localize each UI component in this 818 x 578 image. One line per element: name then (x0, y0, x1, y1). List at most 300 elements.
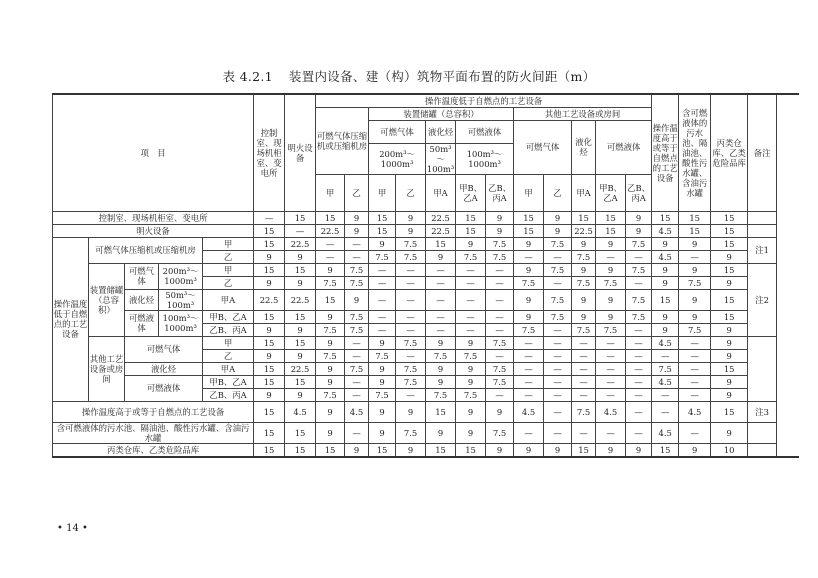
cell: 9 (426, 362, 456, 375)
cell: — (679, 336, 711, 349)
cell: 7.5 (572, 250, 596, 263)
class-label: 乙B、丙A (203, 323, 254, 336)
cell: — (679, 349, 711, 362)
table-row (53, 310, 799, 323)
cell: 9 (679, 289, 711, 310)
cell: 4.5 (652, 336, 679, 349)
cell: 9 (316, 422, 345, 443)
cell: 9 (544, 211, 572, 224)
cell: 15 (285, 263, 316, 276)
cell: 7.5 (345, 362, 369, 375)
cell: 9 (316, 375, 345, 388)
cell: 15 (596, 211, 626, 224)
fire-distance-table (52, 93, 799, 458)
header-tank-lpg: 液化烃 (426, 120, 456, 143)
class-label: 甲A (203, 289, 254, 310)
cell: 9 (711, 422, 748, 443)
cell: 15 (254, 263, 285, 276)
cell: 9 (254, 250, 285, 263)
header-tank-gas: 可燃气体 (369, 120, 426, 143)
cell: 9 (596, 443, 626, 457)
cell: — (285, 224, 316, 237)
header-sub-class: 乙 (396, 174, 426, 211)
cell: 15 (596, 224, 626, 237)
cell: 4.5 (345, 401, 369, 422)
cell: — (486, 349, 514, 362)
cell: 9 (316, 310, 345, 323)
cell: — (544, 422, 572, 443)
cell: — (396, 349, 426, 362)
cell: 9 (711, 388, 748, 401)
table-row (53, 263, 799, 276)
cell: — (626, 401, 652, 422)
cell: 7.5 (486, 362, 514, 375)
cell: — (396, 289, 426, 310)
cell: 7.5 (544, 237, 572, 250)
cell: — (544, 349, 572, 362)
header-other-gas: 可燃气体 (514, 120, 572, 174)
header-control-room: 控制室、现场机柜室、变电所 (254, 94, 285, 211)
cell: 9 (652, 263, 679, 276)
cell: 15 (285, 422, 316, 443)
cell: — (679, 362, 711, 375)
cell: 9 (316, 401, 345, 422)
cell: 15 (456, 443, 486, 457)
cell: — (572, 375, 596, 388)
cell: — (369, 289, 396, 310)
cell: 7.5 (345, 263, 369, 276)
cell: 15 (254, 422, 285, 443)
cell: 15 (254, 224, 285, 237)
cell: 7.5 (679, 276, 711, 289)
cell: 9 (711, 336, 748, 349)
cell: 7.5 (544, 310, 572, 323)
cell: — (345, 349, 369, 362)
cell: 9 (456, 375, 486, 388)
cell: 9 (679, 443, 711, 457)
cell: — (486, 310, 514, 323)
cell: 7.5 (369, 349, 396, 362)
header-tank-gas-volume: 200m³～1000m³ (369, 143, 426, 174)
class-label: 甲A (203, 362, 254, 375)
header-other-lpg: 液化烃 (572, 120, 596, 174)
cell: 15 (711, 362, 748, 375)
header-tank-liquid-volume: 100m³～1000m³ (456, 143, 514, 174)
cell: 9 (456, 401, 486, 422)
cell: 9 (369, 336, 396, 349)
header-high-temp: 操作温度高于或等于自燃点的工艺设备 (652, 94, 679, 211)
cell: 7.5 (626, 289, 652, 310)
medium-label: 可燃气体 (125, 336, 203, 362)
cell: 9 (514, 443, 544, 457)
cell: — (369, 276, 396, 289)
cell: 15 (426, 401, 456, 422)
cell: 9 (456, 237, 486, 250)
cell: 9 (396, 401, 426, 422)
cell: 7.5 (369, 250, 396, 263)
class-label: 甲 (203, 263, 254, 276)
cell: 15 (316, 443, 345, 457)
cell: 15 (254, 362, 285, 375)
cell: 9 (396, 443, 426, 457)
class-label: 乙 (203, 349, 254, 362)
class-label: 乙 (203, 250, 254, 263)
cell: 9 (369, 362, 396, 375)
cell: 7.5 (456, 349, 486, 362)
cell: 9 (285, 250, 316, 263)
cell: 15 (456, 224, 486, 237)
table-row (53, 289, 799, 310)
cell: 7.5 (456, 388, 486, 401)
cell: 9 (456, 362, 486, 375)
cell: 15 (254, 310, 285, 323)
cell: 9 (679, 310, 711, 323)
cell: 15 (711, 224, 748, 237)
table-row (53, 375, 799, 388)
cell: 7.5 (596, 323, 626, 336)
cell: 9 (572, 310, 596, 323)
cell: 9 (426, 336, 456, 349)
cell: 22.5 (285, 289, 316, 310)
header-sub-class: 甲 (514, 174, 544, 211)
row-note: 注1 (748, 237, 777, 263)
cell: — (544, 388, 572, 401)
cell: 9 (514, 263, 544, 276)
cell: 9 (345, 211, 369, 224)
cell: 7.5 (572, 401, 596, 422)
cell: 15 (426, 237, 456, 250)
cell: 9 (711, 250, 748, 263)
row-label: 丙类仓库、乙类危险品库 (53, 443, 254, 457)
cell: 9 (285, 388, 316, 401)
cell: 15 (316, 211, 345, 224)
cell: — (679, 388, 711, 401)
cell: — (679, 250, 711, 263)
header-sub-class: 甲A (426, 174, 456, 211)
cell: — (679, 375, 711, 388)
class-label: 甲B、乙A (203, 375, 254, 388)
cell: 7.5 (345, 323, 369, 336)
cell: 15 (711, 401, 748, 422)
cell: 15 (514, 211, 544, 224)
cell: 15 (652, 211, 679, 224)
header-sub-class: 甲 (369, 174, 396, 211)
volume-label: 200m³～1000m³ (159, 263, 203, 289)
cell: 7.5 (456, 250, 486, 263)
cell: 15 (679, 211, 711, 224)
cell: — (514, 422, 544, 443)
cell: — (345, 422, 369, 443)
header-sub-class: 乙B、丙A (486, 174, 514, 211)
cell: — (572, 422, 596, 443)
header-sub-class: 乙 (544, 174, 572, 211)
cell: 15 (254, 443, 285, 457)
cell: 15 (456, 211, 486, 224)
cell: 9 (679, 237, 711, 250)
volume-label: 100m³～1000m³ (159, 310, 203, 336)
medium-label: 液化烃 (125, 362, 203, 375)
cell: 4.5 (679, 401, 711, 422)
cell: 9 (572, 237, 596, 250)
cell: 4.5 (652, 422, 679, 443)
cell: — (679, 422, 711, 443)
class-label: 甲 (203, 237, 254, 250)
cell: 9 (285, 349, 316, 362)
cell: — (544, 336, 572, 349)
cell: 7.5 (572, 276, 596, 289)
cell: — (596, 336, 626, 349)
header-tank-lpg-volume: 50m³～100m³ (426, 143, 455, 174)
cell: — (316, 250, 345, 263)
cell: 22.5 (254, 289, 285, 310)
header-other-group: 其他工艺设备或房间 (514, 107, 652, 120)
cell: — (626, 276, 652, 289)
cell: 9 (369, 422, 396, 443)
cell: 9 (596, 310, 626, 323)
cell: 7.5 (316, 349, 345, 362)
cell: — (514, 375, 544, 388)
cell: 9 (711, 323, 748, 336)
cell: 7.5 (486, 237, 514, 250)
cell: 7.5 (345, 310, 369, 323)
cell: 7.5 (396, 250, 426, 263)
cell: 7.5 (316, 323, 345, 336)
cell: 7.5 (626, 310, 652, 323)
cell: 9 (285, 276, 316, 289)
cell: — (426, 276, 456, 289)
table-row (53, 237, 799, 250)
cell: 7.5 (514, 323, 544, 336)
cell: 9 (544, 443, 572, 457)
cell: 9 (254, 349, 285, 362)
cell: 9 (596, 237, 626, 250)
row-note: 注3 (748, 401, 777, 422)
cell: — (345, 375, 369, 388)
cell: 15 (711, 263, 748, 276)
cell: — (626, 422, 652, 443)
cell: 15 (285, 336, 316, 349)
cell: 9 (316, 362, 345, 375)
cell: 7.5 (345, 276, 369, 289)
medium-label: 可燃液体 (125, 375, 203, 401)
header-compressor: 可燃气体压缩机或压缩机房 (316, 107, 369, 174)
volume-label: 50m³～100m³ (159, 289, 203, 310)
cell: 9 (711, 276, 748, 289)
cell: 7.5 (596, 276, 626, 289)
cell: — (544, 362, 572, 375)
cell: 9 (426, 375, 456, 388)
cell: 7.5 (396, 362, 426, 375)
cell: — (369, 310, 396, 323)
cell: 9 (626, 211, 652, 224)
cell: 9 (572, 263, 596, 276)
group-label: 操作温度低于自燃点的工艺设备 (53, 237, 89, 401)
table-row (53, 336, 799, 349)
cell: 9 (486, 211, 514, 224)
cell: 7.5 (486, 250, 514, 263)
class-label: 乙B、丙A (203, 388, 254, 401)
cell: 9 (652, 323, 679, 336)
cell: — (254, 211, 285, 224)
cell: — (514, 388, 544, 401)
cell: 7.5 (626, 237, 652, 250)
cell: 9 (626, 224, 652, 237)
cell: — (596, 362, 626, 375)
cell: — (514, 362, 544, 375)
cell: 9 (711, 375, 748, 388)
cell: 9 (596, 263, 626, 276)
cell: 7.5 (486, 336, 514, 349)
cell: 9 (254, 323, 285, 336)
cell: 15 (316, 289, 345, 310)
cell: — (572, 388, 596, 401)
class-label: 甲 (203, 336, 254, 349)
cell: 9 (254, 276, 285, 289)
cell: 15 (426, 443, 456, 457)
cell: 9 (396, 224, 426, 237)
cell: 7.5 (426, 349, 456, 362)
cell: — (369, 263, 396, 276)
cell: — (396, 263, 426, 276)
cell: — (652, 401, 679, 422)
cell: 15 (369, 211, 396, 224)
cell: 7.5 (486, 375, 514, 388)
subgroup-label: 其他工艺设备或房间 (89, 336, 125, 401)
cell: 22.5 (285, 237, 316, 250)
header-tank-liquid: 可燃液体 (456, 120, 514, 143)
cell: 15 (572, 211, 596, 224)
cell: — (396, 388, 426, 401)
cell: — (456, 289, 486, 310)
table-caption (0, 67, 818, 85)
header-sub-class: 乙 (345, 174, 369, 211)
cell: — (486, 289, 514, 310)
cell: 9 (486, 443, 514, 457)
medium-label: 液化烃 (125, 289, 159, 310)
cell: 15 (711, 211, 748, 224)
cell: 7.5 (652, 362, 679, 375)
cell: — (426, 323, 456, 336)
cell: — (345, 388, 369, 401)
cell: 15 (369, 443, 396, 457)
cell: — (514, 349, 544, 362)
cell: 7.5 (396, 375, 426, 388)
cell: — (369, 323, 396, 336)
header-other-liquid: 可燃液体 (596, 120, 652, 174)
cell: — (456, 276, 486, 289)
cell: 9 (711, 349, 748, 362)
cell: 15 (652, 289, 679, 310)
cell: 9 (456, 422, 486, 443)
cell: 9 (514, 237, 544, 250)
cell: 15 (514, 224, 544, 237)
cell: — (544, 375, 572, 388)
cell: 9 (345, 289, 369, 310)
cell: — (456, 310, 486, 323)
cell: 15 (254, 237, 285, 250)
cell: 15 (285, 375, 316, 388)
cell: — (572, 362, 596, 375)
header-sub-class: 甲 (316, 174, 345, 211)
cell: 9 (486, 401, 514, 422)
row-label: 明火设备 (53, 224, 254, 237)
cell: 7.5 (426, 388, 456, 401)
row-note (748, 443, 777, 457)
row-note (748, 211, 777, 224)
cell: 7.5 (396, 237, 426, 250)
cell: 9 (316, 263, 345, 276)
cell: — (456, 263, 486, 276)
cell: — (426, 263, 456, 276)
cell: 15 (254, 401, 285, 422)
cell: — (596, 388, 626, 401)
cell: 9 (572, 289, 596, 310)
cell: — (345, 336, 369, 349)
class-label: 甲B、乙A (203, 310, 254, 323)
cell: 9 (456, 336, 486, 349)
cell: 22.5 (316, 224, 345, 237)
cell: 9 (369, 375, 396, 388)
cell: 9 (652, 310, 679, 323)
table-row (53, 443, 799, 457)
subgroup-label: 可燃气体压缩机或压缩机房 (89, 237, 203, 263)
cell: 10 (711, 443, 748, 457)
cell: — (486, 263, 514, 276)
cell: 9 (544, 224, 572, 237)
cell: 4.5 (514, 401, 544, 422)
header-tank-group: 装置储罐（总容积） (369, 107, 514, 120)
cell: 4.5 (652, 375, 679, 388)
cell: — (572, 349, 596, 362)
cell: 7.5 (486, 422, 514, 443)
table-number: 表 4.2.1 (222, 69, 273, 84)
cell: — (544, 323, 572, 336)
cell: 9 (652, 276, 679, 289)
cell: 9 (369, 237, 396, 250)
cell: 22.5 (572, 224, 596, 237)
cell: — (626, 388, 652, 401)
cell: 7.5 (514, 276, 544, 289)
table-title: 装置内设备、建（构）筑物平面布置的防火间距（m） (288, 69, 596, 84)
table-row (53, 224, 799, 237)
cell: 9 (369, 401, 396, 422)
cell: 4.5 (652, 224, 679, 237)
cell: — (626, 375, 652, 388)
row-note: 注2 (748, 263, 777, 336)
cell: 9 (285, 323, 316, 336)
header-sub-class: 甲A (572, 174, 596, 211)
cell: 15 (285, 443, 316, 457)
table-row (53, 422, 799, 443)
header-warehouse: 丙类仓库、乙类危险品库 (711, 94, 748, 211)
cell: 15 (652, 443, 679, 457)
cell: 7.5 (396, 422, 426, 443)
cell: 22.5 (285, 362, 316, 375)
cell: 7.5 (679, 323, 711, 336)
table-row (53, 211, 799, 224)
header-remarks: 备注 (748, 94, 777, 211)
cell: — (572, 336, 596, 349)
table-row (53, 401, 799, 422)
medium-label: 可燃液体 (125, 310, 159, 336)
cell: — (652, 388, 679, 401)
cell: 7.5 (369, 388, 396, 401)
cell: — (396, 276, 426, 289)
class-label: 乙 (203, 276, 254, 289)
cell: 9 (486, 224, 514, 237)
cell: 15 (711, 237, 748, 250)
row-label: 控制室、现场机柜室、变电所 (53, 211, 254, 224)
